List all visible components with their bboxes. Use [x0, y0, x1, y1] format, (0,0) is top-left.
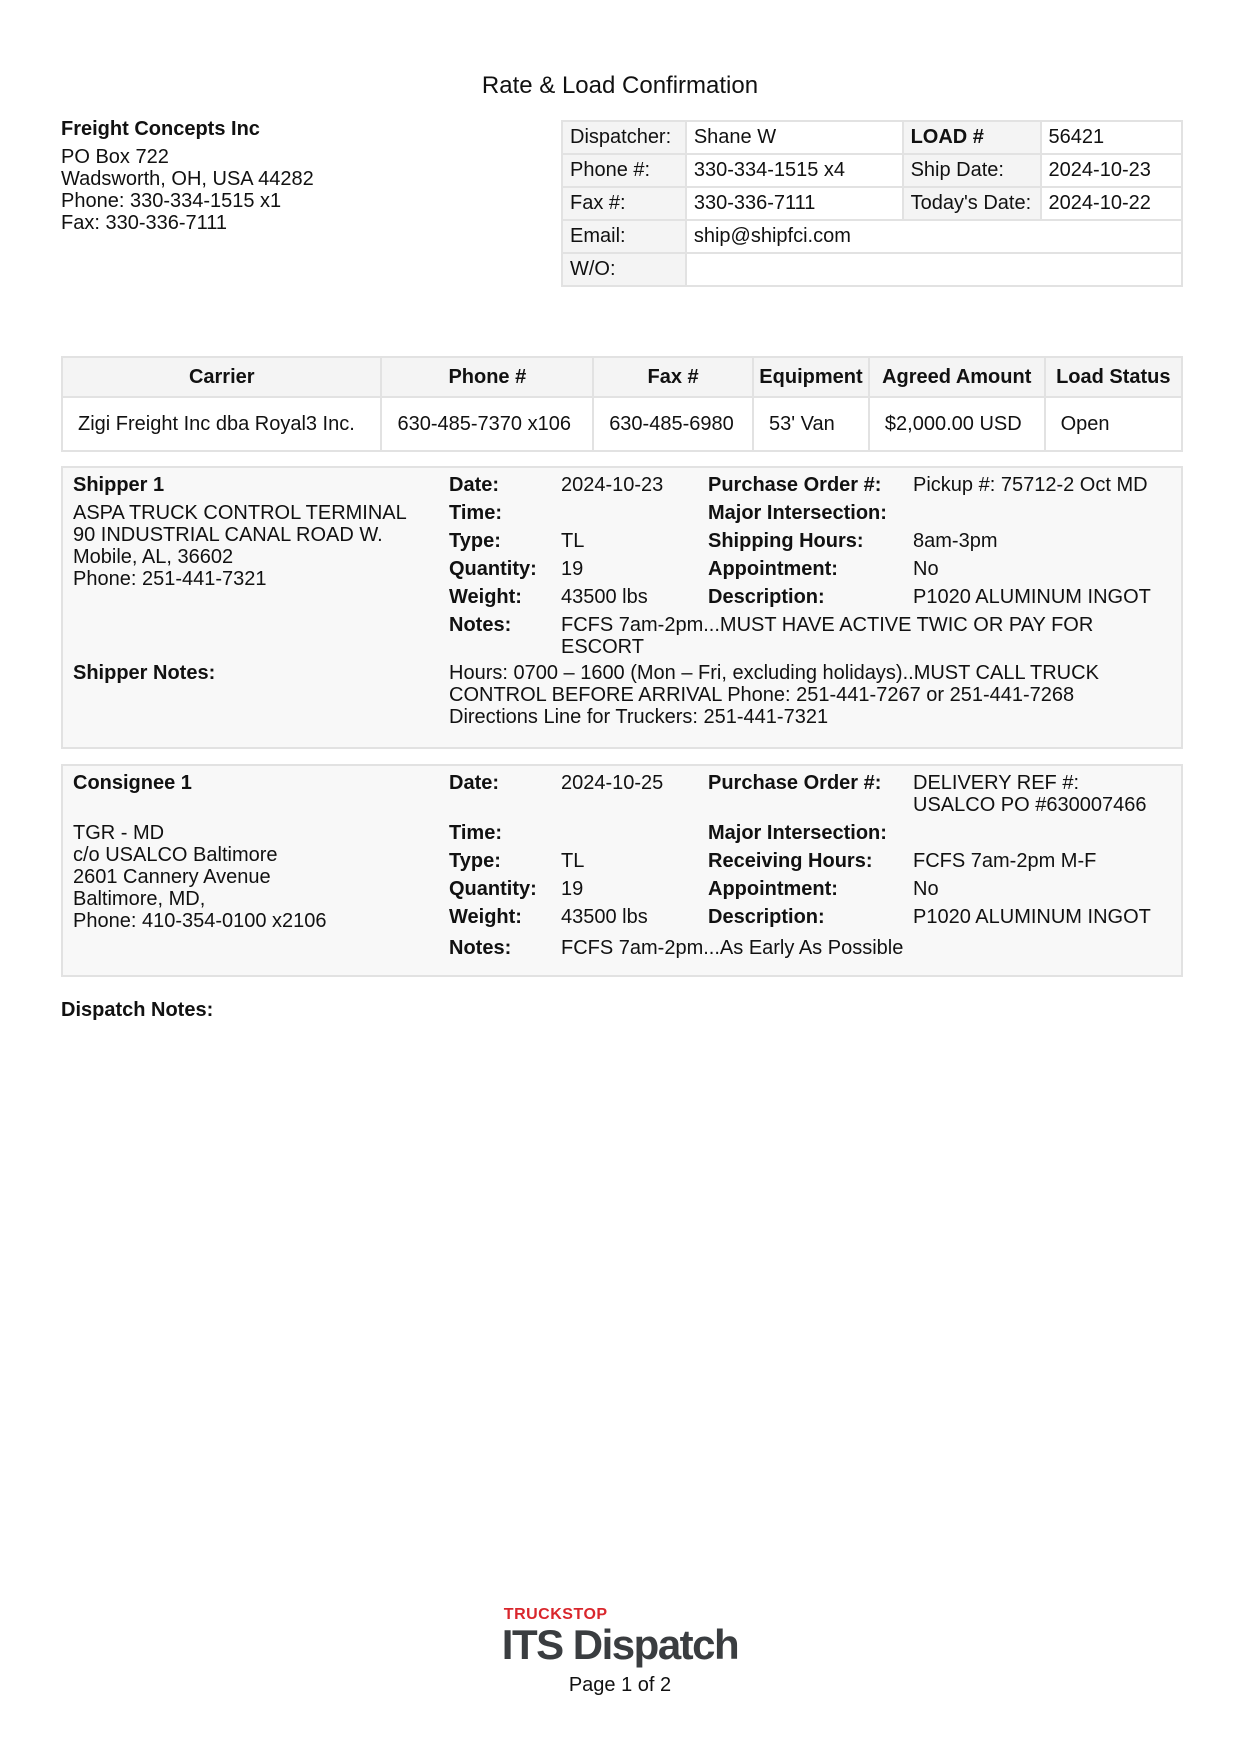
company-phone: Phone: 330-334-1515 x1: [61, 190, 282, 212]
consignee-section: [61, 764, 1183, 977]
consignee-quantity-value: 19: [561, 878, 584, 900]
consignee-type-value: TL: [561, 850, 585, 872]
consignee-title: Consignee 1: [73, 772, 192, 794]
shipper-date-value: 2024-10-23: [561, 474, 664, 496]
dispatch-fax-value: 330-336-7111: [686, 187, 903, 220]
shipper-notes-text: Hours: 0700 – 1600 (Mon – Fri, excluding holidays)..MUST CALL TRUCK CONTROL BEFORE ARRIVAL Phone: 251-441-7267 or 251-441-7268 Directions Line for Truckers: 251-441-7321: [449, 662, 1099, 728]
shipper-notes-heading: Shipper Notes:: [73, 662, 216, 684]
shipper-weight-label: Weight:: [449, 586, 522, 608]
company-name: Freight Concepts Inc: [61, 118, 260, 140]
receiving-hours-label: Receiving Hours:: [708, 850, 873, 872]
dispatch-phone-value: 330-334-1515 x4: [686, 154, 903, 187]
consignee-phone: Phone: 410-354-0100 x2106: [73, 910, 327, 932]
dispatch-notes-label: Dispatch Notes:: [61, 999, 214, 1021]
carrier-fax-header: Fax #: [593, 357, 753, 397]
logo-its-dispatch-text: ITS Dispatch: [501, 1621, 739, 1668]
consignee-description-label: Description:: [708, 906, 825, 928]
shipper-address: [73, 502, 433, 590]
shipper-time-label: Time:: [449, 502, 502, 524]
load-number-value: 56421: [1041, 121, 1182, 154]
consignee-po-value: [913, 772, 1173, 816]
consignee-po-line: USALCO PO #630007466: [913, 794, 1147, 816]
its-dispatch-logo: [0, 1606, 1240, 1666]
agreed-amount-value: $2,000.00 USD: [869, 397, 1045, 451]
page-title: Rate & Load Confirmation: [481, 72, 759, 99]
carrier-phone: 630-485-7370 x106: [381, 397, 593, 451]
load-status-header: Load Status: [1045, 357, 1182, 397]
agreed-amount-header: Agreed Amount: [869, 357, 1045, 397]
todays-date-label: Today's Date:: [903, 187, 1041, 220]
shipper-po-label: Purchase Order #:: [708, 474, 882, 496]
receiving-hours-value: FCFS 7am-2pm M-F: [913, 850, 1097, 872]
shipper-description-value: P1020 ALUMINUM INGOT: [913, 586, 1151, 608]
consignee-date-label: Date:: [449, 772, 500, 794]
shipper-date-label: Date:: [449, 474, 500, 496]
consignee-notes-value: FCFS 7am-2pm...As Early As Possible: [561, 937, 904, 959]
dispatcher-label: Dispatcher:: [562, 121, 686, 154]
shipper-address-line: Mobile, AL, 36602: [73, 546, 234, 568]
logo-truckstop-text: TRUCKSTOP: [503, 1606, 608, 1623]
consignee-address-line: c/o USALCO Baltimore: [73, 844, 278, 866]
carrier-phone-header: Phone #: [381, 357, 593, 397]
consignee-address-line: TGR - MD: [73, 822, 165, 844]
dispatch-fax-label: Fax #:: [562, 187, 686, 220]
dispatcher-value: Shane W: [686, 121, 903, 154]
company-address-line: Wadsworth, OH, USA 44282: [61, 168, 314, 190]
consignee-appointment-label: Appointment:: [708, 878, 838, 900]
ship-date-value: 2024-10-23: [1041, 154, 1182, 187]
shipper-address-line: ASPA TRUCK CONTROL TERMINAL: [73, 502, 407, 524]
consignee-date-value: 2024-10-25: [561, 772, 664, 794]
consignee-address-line: Baltimore, MD,: [73, 888, 206, 910]
shipper-section: [61, 466, 1183, 749]
shipper-description-label: Description:: [708, 586, 825, 608]
consignee-address: [73, 822, 433, 932]
shipper-phone: Phone: 251-441-7321: [73, 568, 267, 590]
equipment-value: 53' Van: [753, 397, 869, 451]
shipper-notes-value: FCFS 7am-2pm...MUST HAVE ACTIVE TWIC OR PAY FOR ESCORT: [561, 614, 1094, 658]
consignee-type-label: Type:: [449, 850, 501, 872]
shipper-quantity-value: 19: [561, 558, 584, 580]
company-fax: Fax: 330-336-7111: [61, 212, 228, 234]
email-value[interactable]: ship@shipfci.com: [686, 220, 1182, 253]
consignee-description-value: P1020 ALUMINUM INGOT: [913, 906, 1151, 928]
shipper-type-label: Type:: [449, 530, 501, 552]
consignee-quantity-label: Quantity:: [449, 878, 537, 900]
table-row: [62, 397, 1182, 451]
shipping-hours-value: 8am-3pm: [913, 530, 998, 552]
consignee-po-label: Purchase Order #:: [708, 772, 882, 794]
work-order-label: W/O:: [562, 253, 686, 286]
shipper-po-value: Pickup #: 75712-2 Oct MD: [913, 474, 1148, 496]
shipper-appointment-value: No: [913, 558, 939, 580]
consignee-address-line: 2601 Cannery Avenue: [73, 866, 271, 888]
todays-date-value: 2024-10-22: [1041, 187, 1182, 220]
shipper-notes-label: Notes:: [449, 614, 512, 636]
consignee-weight-value: 43500 lbs: [561, 906, 648, 928]
consignee-weight-label: Weight:: [449, 906, 522, 928]
equipment-header: Equipment: [753, 357, 869, 397]
shipper-intersection-label: Major Intersection:: [708, 502, 887, 524]
company-block: [61, 118, 521, 234]
shipper-type-value: TL: [561, 530, 585, 552]
carrier-header-row: [62, 357, 1182, 397]
shipper-address-line: 90 INDUSTRIAL CANAL ROAD W.: [73, 524, 383, 546]
consignee-notes-label: Notes:: [449, 937, 512, 959]
carrier-header: Carrier: [62, 357, 381, 397]
shipper-weight-value: 43500 lbs: [561, 586, 648, 608]
load-number-label: LOAD #: [903, 121, 1041, 154]
work-order-value: [686, 253, 1182, 286]
load-status-value: Open: [1045, 397, 1182, 451]
carrier-fax: 630-485-6980: [593, 397, 753, 451]
shipping-hours-label: Shipping Hours:: [708, 530, 864, 552]
consignee-time-label: Time:: [449, 822, 502, 844]
ship-date-label: Ship Date:: [903, 154, 1041, 187]
carrier-table: [61, 356, 1183, 452]
page-number: Page 1 of 2: [568, 1674, 672, 1696]
shipper-appointment-label: Appointment:: [708, 558, 838, 580]
consignee-po-line: DELIVERY REF #:: [913, 772, 1079, 794]
consignee-appointment-value: No: [913, 878, 939, 900]
shipper-title: Shipper 1: [73, 474, 165, 496]
dispatch-phone-label: Phone #:: [562, 154, 686, 187]
consignee-intersection-label: Major Intersection:: [708, 822, 887, 844]
email-label: Email:: [562, 220, 686, 253]
shipper-quantity-label: Quantity:: [449, 558, 537, 580]
dispatch-info-table: [561, 120, 1183, 287]
carrier-name: Zigi Freight Inc dba Royal3 Inc.: [62, 397, 381, 451]
company-address-line: PO Box 722: [61, 146, 169, 168]
